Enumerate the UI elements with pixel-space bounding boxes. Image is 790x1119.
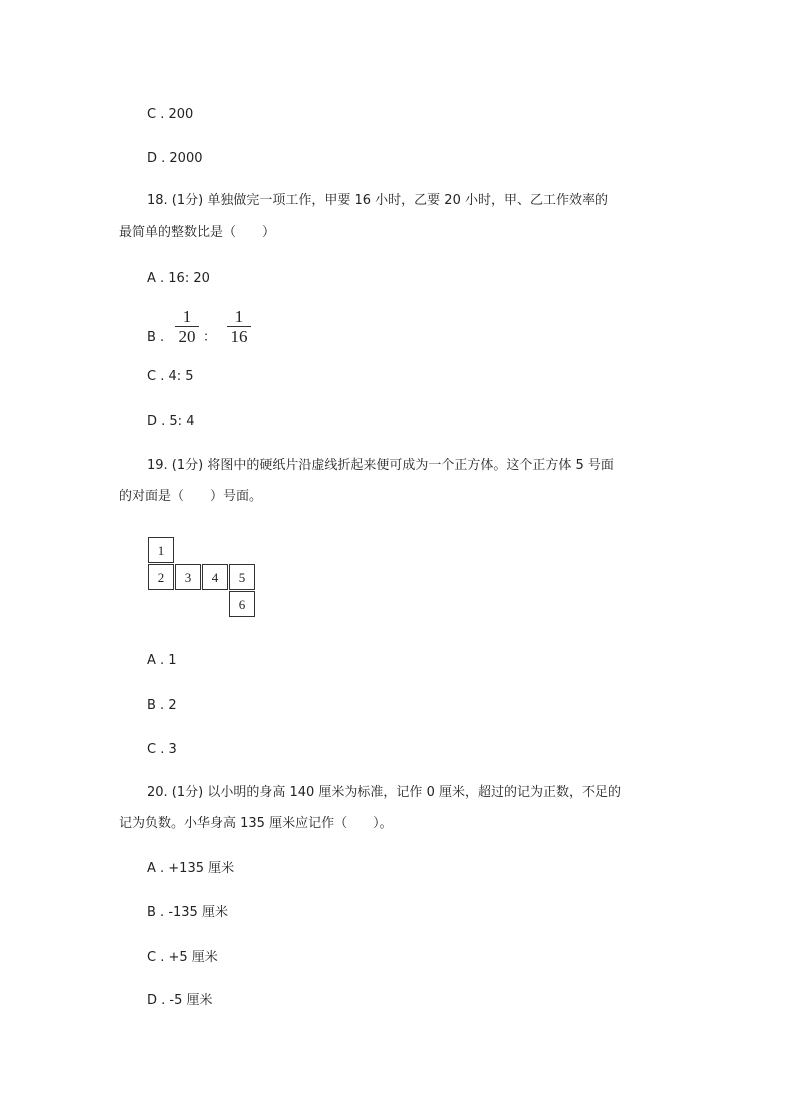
net-face-3: 3: [175, 564, 201, 590]
net-face-5: 5: [229, 564, 255, 590]
fraction-denominator: 16: [230, 327, 248, 346]
q17-option-d: D . 2000: [147, 151, 203, 166]
q18-option-d: D . 5: 4: [147, 414, 195, 429]
q18-stem-line2: 最简单的整数比是（ ）: [119, 225, 276, 240]
fraction-numerator: 1: [234, 307, 244, 326]
q18-option-b-prefix: B .: [147, 330, 165, 345]
net-face-4: 4: [202, 564, 228, 590]
q18-stem-line1: 18. (1分) 单独做完一项工作，甲要 16 小时，乙要 20 小时，甲、乙工作效率的: [147, 193, 608, 208]
q20-stem-line1: 20. (1分) 以小明的身高 140 厘米为标准，记作 0 厘米，超过的记为正数，不足的: [147, 785, 621, 800]
fraction-denominator: 20: [178, 327, 196, 346]
q19-stem-line1: 19. (1分) 将图中的硬纸片沿虚线折起来便可成为一个正方体。这个正方体 5 号面: [147, 458, 614, 473]
q19-option-a: A . 1: [147, 653, 177, 668]
net-face-2: 2: [148, 564, 174, 590]
q20-option-a: A . +135 厘米: [147, 861, 235, 876]
fraction-1-20: [175, 308, 199, 345]
q18-option-a: A . 16: 20: [147, 271, 210, 286]
fraction-1-16: [227, 308, 251, 345]
q19-option-c: C . 3: [147, 742, 177, 757]
q20-stem-line2: 记为负数。小华身高 135 厘米应记作（ ）。: [119, 816, 393, 831]
q20-option-c: C . +5 厘米: [147, 950, 218, 965]
ratio-colon: ：: [203, 330, 217, 345]
q18-option-c: C . 4: 5: [147, 369, 194, 384]
net-face-1: 1: [148, 537, 174, 563]
q20-option-d: D . -5 厘米: [147, 993, 213, 1008]
q20-option-b: B . -135 厘米: [147, 905, 228, 920]
q17-option-c: C . 200: [147, 107, 194, 122]
net-face-6: 6: [229, 591, 255, 617]
fraction-numerator: 1: [182, 307, 192, 326]
q19-stem-line2: 的对面是（ ）号面。: [119, 489, 263, 504]
q19-option-b: B . 2: [147, 698, 177, 713]
